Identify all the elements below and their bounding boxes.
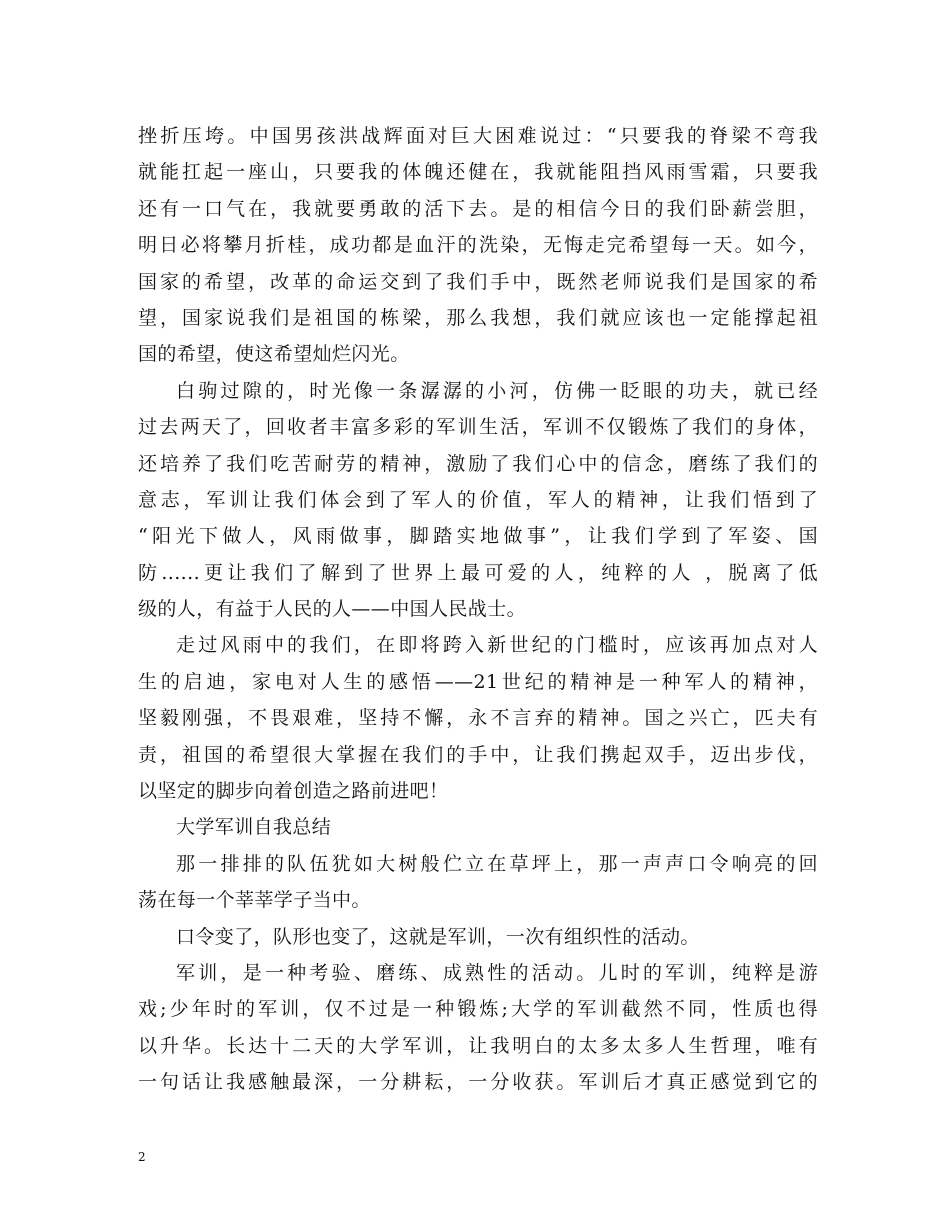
text-line: 过去两天了，回收者丰富多彩的军训生活，军训不仅锻炼了我们的身体， — [138, 416, 818, 439]
text-line: 坚毅刚强，不畏艰难，坚持不懈，永不言弃的精神。国之兴亡，匹夫有 — [138, 707, 818, 730]
text-line: 那一排排的队伍犹如大树般伫立在草坪上，那一声声口令响亮的回 — [176, 852, 818, 875]
text-line: 级的人，有益于人民的人——中国人民战士。 — [138, 598, 527, 621]
text-line: 走过风雨中的我们，在即将跨入新世纪的门槛时，应该再加点对人 — [176, 634, 818, 657]
text-line: 国家的希望，改革的命运交到了我们手中，既然老师说我们是国家的希 — [138, 270, 818, 293]
text-line: 以坚定的脚步向着创造之路前进吧！ — [138, 780, 449, 803]
document-body — [138, 118, 818, 1101]
text-line: 生的启迪，家电对人生的感悟——21世纪的精神是一种军人的精神， — [138, 670, 818, 693]
text-line: 国的希望，使这希望灿烂闪光。 — [138, 343, 410, 366]
text-line: 还有一口气在，我就要勇敢的活下去。是的相信今日的我们卧薪尝胆， — [138, 197, 818, 220]
text-line: 白驹过隙的，时光像一条潺潺的小河，仿佛一眨眼的功夫，就已经 — [176, 379, 818, 402]
text-line: 军训，是一种考验、磨练、成熟性的活动。儿时的军训，纯粹是游 — [176, 961, 818, 984]
text-line: 就能扛起一座山，只要我的体魄还健在，我就能阻挡风雨雪霜，只要我 — [138, 161, 818, 184]
text-line: 以升华。长达十二天的大学军训，让我明白的太多太多人生哲理，唯有 — [138, 1034, 818, 1057]
page-number: 2 — [138, 1150, 146, 1164]
text-line: 挫折压垮。中国男孩洪战辉面对巨大困难说过：“只要我的脊梁不弯我 — [138, 125, 818, 147]
text-line: 一句话让我感触最深，一分耕耘，一分收获。军训后才真正感觉到它的 — [138, 1071, 818, 1094]
text-line: 大学军训自我总结 — [176, 816, 332, 839]
text-line: 戏;少年时的军训，仅不过是一种锻炼;大学的军训截然不同，性质也得 — [138, 998, 818, 1021]
text-line: 望，国家说我们是祖国的栋梁，那么我想，我们就应该也一定能撑起祖 — [138, 306, 818, 329]
text-line: 意志，军训让我们体会到了军人的价值，军人的精神，让我们悟到了 — [138, 488, 818, 511]
text-line: 还培养了我们吃苦耐劳的精神，激励了我们心中的信念，磨练了我们的 — [138, 452, 818, 475]
text-line: “阳光下做人，风雨做事，脚踏实地做事”，让我们学到了军姿、国 — [138, 525, 818, 548]
text-line: 口令变了，队形也变了，这就是军训，一次有组织性的活动。 — [176, 925, 700, 948]
text-line: 明日必将攀月折桂，成功都是血汗的洗染，无悔走完希望每一天。如今， — [138, 234, 818, 257]
text-line: 责，祖国的希望很大掌握在我们的手中，让我们携起双手，迈出步伐， — [138, 743, 818, 766]
text-line: 防......更让我们了解到了世界上最可爱的人，纯粹的人 ，脱离了低 — [138, 561, 818, 584]
text-line: 荡在每一个莘莘学子当中。 — [138, 889, 371, 912]
